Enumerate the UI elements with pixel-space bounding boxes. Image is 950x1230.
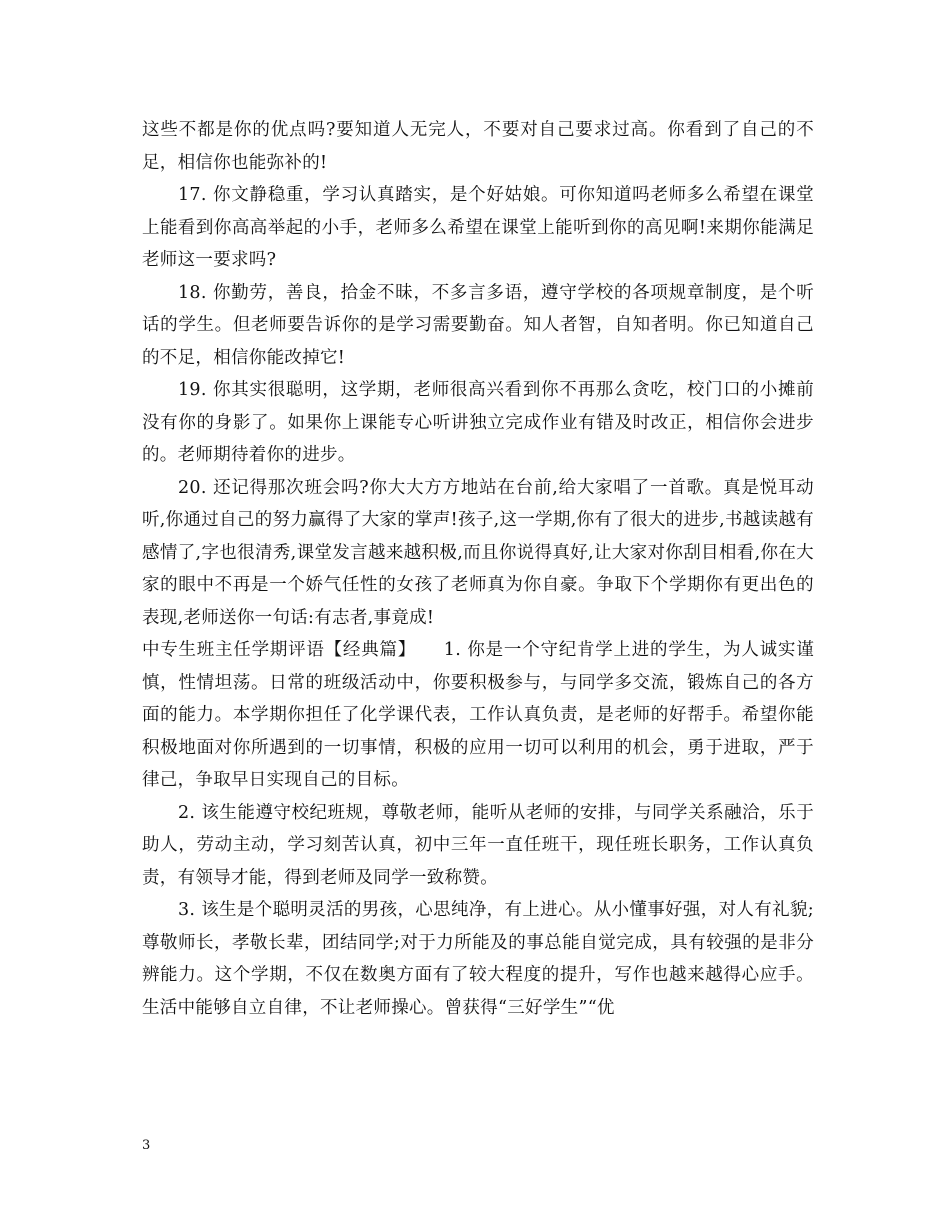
- paragraph-comment-3: 3. 该生是个聪明灵活的男孩，心思纯净，有上进心。从小懂事好强，对人有礼貌;尊敬师长，孝敬长辈，团结同学;对于力所能及的事总能自觉完成，具有较强的是非分辨能力。这个学期，不仅在数奥方面有了较大程度的提升，写作也越来越得心应手。生活中能够自立自律，不让老师操心。曾获得“三好学生”“优: [142, 900, 814, 1018]
- paragraph-section-heading-comment-1: 中专生班主任学期评语【经典篇】 1. 你是一个守纪肯学上进的学生，为人诚实谨慎，性情坦荡。日常的班级活动中，你要积极参与，与同学多交流，锻炼自己的各方面的能力。本学期你担任了化学课代表，工作认真负责，是老师的好帮手。希望你能积极地面对你所遇到的一切事情，积极的应用一切可以利用的机会，勇于进取，严于律己，争取早日实现自己的目标。: [142, 640, 814, 790]
- paragraph-comment-2: 2. 该生能遵守校纪班规，尊敬老师，能听从老师的安排，与同学关系融洽，乐于助人，劳动主动，学习刻苦认真，初中三年一直任班干，现任班长职务，工作认真负责，有领导才能，得到老师及同学一致称赞。: [142, 802, 814, 888]
- page-number: 3: [142, 1138, 151, 1153]
- paragraph-continuation: 这些不都是你的优点吗?要知道人无完人，不要对自己要求过高。你看到了自己的不足，相信你也能弥补的!: [142, 120, 814, 173]
- paragraph-comment-17: 17. 你文静稳重，学习认真踏实，是个好姑娘。可你知道吗老师多么希望在课堂上能看到你高高举起的小手，老师多么希望在课堂上能听到你的高见啊!来期你能满足老师这一要求吗?: [142, 185, 814, 270]
- paragraph-comment-18: 18. 你勤劳，善良，拾金不昧，不多言多语，遵守学校的各项规章制度，是个听话的学生。但老师要告诉你的是学习需要勤奋。知人者智，自知者明。你已知道自己的不足，相信你能改掉它!: [142, 282, 814, 368]
- paragraph-comment-19: 19. 你其实很聪明，这学期，老师很高兴看到你不再那么贪吃，校门口的小摊前没有你的身影了。如果你上课能专心听讲独立完成作业有错及时改正，相信你会进步的。老师期待着你的进步。: [142, 380, 814, 465]
- document-body: [142, 114, 814, 1024]
- paragraph-comment-20: 20. 还记得那次班会吗?你大大方方地站在台前,给大家唱了一首歌。真是悦耳动听,你通过自己的努力赢得了大家的掌声!孩子,这一学期,你有了很大的进步,书越读越有感情了,字也很清秀,课堂发言越来越积极,而且你说得真好,让大家对你刮目相看,你在大家的眼中不再是一个娇气任性的女孩了老师真为你自豪。争取下个学期你有更出色的表现,老师送你一句话:有志者,事竟成!: [142, 477, 814, 628]
